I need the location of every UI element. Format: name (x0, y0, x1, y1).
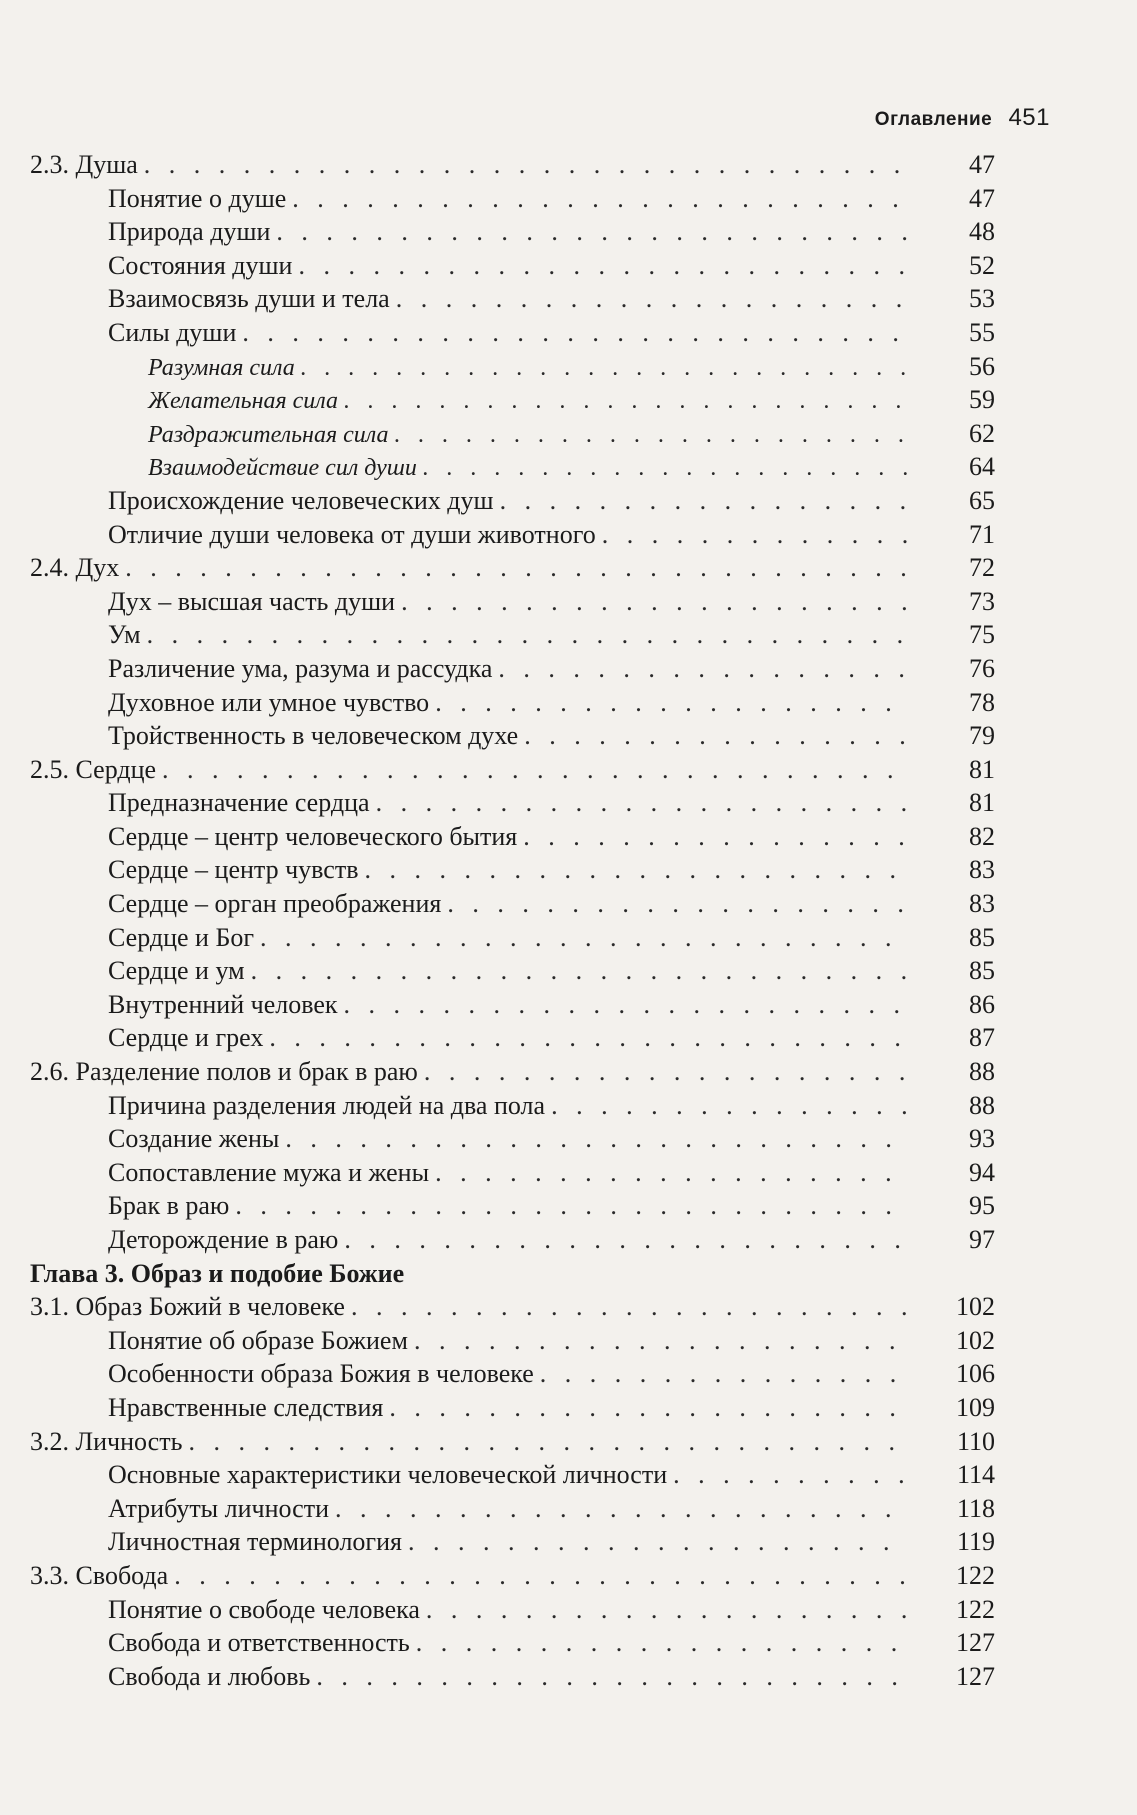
dot-leader (351, 1290, 907, 1324)
toc-entry-page: 102 (956, 1292, 995, 1322)
toc-entry-label: Сердце и ум (108, 956, 245, 986)
toc-entry (30, 1660, 995, 1694)
toc-entry-label: Глава 3. Образ и подобие Божие (30, 1258, 405, 1288)
toc-entry-label: Понятие о свободе человека (108, 1594, 420, 1624)
toc-entry-label: Состояния души (108, 250, 293, 280)
toc-entry-label: Особенности образа Божия в человеке (108, 1359, 534, 1389)
running-head-title: Оглавление (874, 109, 993, 130)
dot-leader (344, 988, 907, 1022)
toc-entry (30, 1223, 995, 1257)
toc-entry (30, 585, 995, 619)
dot-leader (424, 1055, 907, 1089)
dot-leader (251, 954, 907, 988)
toc-entry-label: 2.4. Дух (30, 553, 120, 583)
toc-entry (30, 1458, 995, 1492)
toc-entry (30, 887, 995, 921)
toc-entry-label: Внутренний человек (108, 989, 338, 1019)
toc-entry-page: 75 (969, 620, 995, 650)
toc-entry (30, 215, 995, 249)
dot-leader (316, 1660, 907, 1694)
toc-entry-label: Понятие об образе Божием (108, 1325, 408, 1355)
toc-entry (30, 1525, 995, 1559)
toc-entry-page: 83 (969, 889, 995, 919)
toc-entry-label: 3.3. Свобода (30, 1560, 169, 1590)
dot-leader (389, 1391, 907, 1425)
toc-entry-page: 65 (969, 485, 995, 515)
toc-entry (30, 820, 995, 854)
toc-entry-page: 122 (956, 1594, 995, 1624)
toc-entry (30, 1391, 995, 1425)
toc-entry-page: 93 (969, 1124, 995, 1154)
toc-entry (30, 719, 995, 753)
toc-entry (30, 1189, 995, 1223)
toc-entry-page: 78 (969, 687, 995, 717)
toc-entry (30, 1089, 995, 1123)
toc-entry-page: 85 (969, 922, 995, 952)
toc-entry (30, 1559, 995, 1593)
dot-leader (498, 652, 907, 686)
dot-leader (242, 316, 907, 350)
dot-leader (344, 1223, 907, 1257)
toc-entry-label: Желательная сила (148, 388, 339, 415)
toc-entry-label: Свобода и любовь (108, 1661, 311, 1691)
toc-entry (30, 753, 995, 787)
dot-leader (673, 1458, 907, 1492)
toc-entry (30, 618, 995, 652)
toc-entry (30, 1492, 995, 1526)
toc-entry-page: 88 (969, 1090, 995, 1120)
page-number: 451 (1008, 104, 1050, 131)
toc-entry (30, 350, 995, 384)
dot-leader (298, 249, 907, 283)
toc-entry-label: Силы души (108, 317, 237, 347)
toc-entry-page: 127 (956, 1661, 995, 1691)
toc-entry-page: 48 (969, 217, 995, 247)
toc-entry (30, 1156, 995, 1190)
toc-entry-page: 62 (969, 418, 995, 448)
toc-entry-label: Раздражительная сила (148, 421, 389, 448)
toc-entry-page: 122 (956, 1560, 995, 1590)
toc-entry-label: 3.1. Образ Божий в человеке (30, 1292, 345, 1322)
toc-entry-label: Сердце – орган преображения (108, 889, 442, 919)
toc-entry (30, 954, 995, 988)
toc-entry-label: Взаимосвязь души и тела (108, 284, 390, 314)
dot-leader (285, 1122, 907, 1156)
toc-entry-label: Разумная сила (148, 354, 295, 381)
dot-leader (551, 1089, 907, 1123)
toc-entry (30, 1055, 995, 1089)
dot-leader (435, 686, 907, 720)
toc-entry (30, 282, 995, 316)
toc-entry-page: 83 (969, 855, 995, 885)
toc-entry-label: Происхождение человеческих душ (108, 485, 494, 515)
toc-entry-page: 114 (956, 1460, 995, 1490)
toc-entry (30, 1357, 995, 1391)
dot-leader (147, 618, 907, 652)
toc-entry (30, 551, 995, 585)
toc-entry-label: 3.2. Личность (30, 1426, 183, 1456)
toc-entry-page: 95 (969, 1191, 995, 1221)
toc-entry-label: Нравственные следствия (108, 1392, 384, 1422)
toc-entry-label: 2.3. Душа (30, 150, 138, 179)
toc-entry (30, 316, 995, 350)
dot-leader (292, 182, 907, 216)
toc-entry-page: 97 (969, 1225, 995, 1254)
toc-entry-label: Личностная терминология (108, 1527, 402, 1557)
toc-entry (30, 450, 995, 484)
dot-leader (162, 753, 907, 787)
dot-leader (401, 585, 907, 619)
toc-entry-page: 47 (969, 183, 995, 213)
toc-entry (30, 652, 995, 686)
toc-entry-label: Создание жены (108, 1124, 280, 1154)
toc-entry-page: 85 (969, 956, 995, 986)
toc-chapter-heading (30, 1257, 995, 1291)
toc-entry-label: Природа души (108, 217, 271, 247)
toc-entry-page: 52 (969, 250, 995, 280)
dot-leader (188, 1425, 907, 1459)
dot-leader (423, 452, 907, 486)
toc-entry (30, 383, 995, 417)
dot-leader (602, 518, 907, 552)
toc-entry-label: Духовное или умное чувство (108, 687, 430, 717)
dot-leader (408, 1525, 907, 1559)
dot-leader (523, 820, 907, 854)
toc-entry-page: 86 (969, 989, 995, 1019)
toc-entry-page: 110 (956, 1426, 995, 1456)
toc-entry-label: Свобода и ответственность (108, 1628, 410, 1658)
toc-entry-page: 47 (969, 150, 995, 179)
toc-entry-label: Сердце и Бог (108, 922, 255, 952)
toc-entry-page: 56 (969, 351, 995, 381)
toc-entry (30, 1021, 995, 1055)
toc-entry (30, 1122, 995, 1156)
toc-entry-label: Сердце и грех (108, 1023, 264, 1053)
toc-entry (30, 518, 995, 552)
toc-entry (30, 921, 995, 955)
toc-entry-page: 118 (956, 1493, 995, 1523)
toc-entry (30, 853, 995, 887)
toc-entry-page: 76 (969, 653, 995, 683)
toc-entry (30, 484, 995, 518)
toc-entry-label: Тройственность в человеческом духе (108, 721, 519, 751)
toc-entry-page: 119 (956, 1527, 995, 1557)
toc-entry-page: 73 (969, 586, 995, 616)
toc-entry-label: Основные характеристики человеческой личности (108, 1460, 668, 1490)
dot-leader (260, 921, 907, 955)
dot-leader (301, 352, 907, 386)
dot-leader (500, 484, 907, 518)
dot-leader (376, 786, 907, 820)
toc-entry-label: Понятие о душе (108, 183, 287, 213)
toc-entry-page: 64 (969, 452, 995, 482)
toc-entry-page: 79 (969, 721, 995, 751)
dot-leader (435, 1156, 907, 1190)
dot-leader (335, 1492, 907, 1526)
toc-entry-page: 55 (969, 317, 995, 347)
toc-entry-label: Различение ума, разума и рассудка (108, 653, 493, 683)
toc-entry-label: Деторождение в раю (108, 1225, 339, 1254)
dot-leader (414, 1324, 907, 1358)
toc-entry-page: 88 (969, 1057, 995, 1087)
toc-entry (30, 417, 995, 451)
dot-leader (416, 1626, 907, 1660)
toc-entry-page: 109 (956, 1392, 995, 1422)
toc-entry-label: Взаимодействие сил души (148, 455, 417, 482)
toc-entry-label: Сопоставление мужа и жены (108, 1157, 430, 1187)
toc-entry-label: Дух – высшая часть души (108, 586, 396, 616)
dot-leader (395, 419, 907, 453)
dot-leader (524, 719, 907, 753)
toc-entry (30, 1324, 995, 1358)
toc-entry (30, 988, 995, 1022)
toc-entry-label: Отличие души человека от души животного (108, 519, 596, 549)
toc-entry-label: Атрибуты личности (108, 1493, 329, 1523)
toc-entry-label: Сердце – центр человеческого бытия (108, 821, 518, 851)
dot-leader (426, 1593, 907, 1627)
toc-entry (30, 786, 995, 820)
toc-entry-page: 102 (956, 1325, 995, 1355)
dot-leader (364, 853, 907, 887)
dot-leader (276, 215, 907, 249)
dot-leader (235, 1189, 907, 1223)
toc-entry-page: 106 (956, 1359, 995, 1389)
dot-leader (540, 1357, 907, 1391)
toc-entry-page: 81 (969, 754, 995, 784)
table-of-contents (30, 148, 995, 1693)
dot-leader (144, 148, 907, 182)
toc-entry (30, 249, 995, 283)
toc-entry (30, 686, 995, 720)
toc-entry-label: Ум (108, 620, 141, 650)
toc-entry-page: 127 (956, 1628, 995, 1658)
toc-entry (30, 182, 995, 216)
toc-entry-page: 59 (969, 385, 995, 415)
toc-entry (30, 1290, 995, 1324)
dot-leader (344, 385, 907, 419)
dot-leader (125, 551, 907, 585)
toc-entry-label: Причина разделения людей на два пола (108, 1090, 546, 1120)
toc-entry-label: Предназначение сердца (108, 788, 370, 818)
dot-leader (396, 282, 907, 316)
toc-entry (30, 1593, 995, 1627)
toc-entry-label: Сердце – центр чувств (108, 855, 359, 885)
toc-entry-page: 94 (969, 1157, 995, 1187)
toc-entry-page: 71 (969, 519, 995, 549)
running-head (0, 104, 1050, 132)
dot-leader (174, 1559, 907, 1593)
dot-leader (447, 887, 907, 921)
toc-entry-label: Брак в раю (108, 1191, 230, 1221)
toc-entry-page: 72 (969, 553, 995, 583)
toc-entry (30, 1626, 995, 1660)
toc-entry-page: 53 (969, 284, 995, 314)
toc-entry-label: 2.6. Разделение полов и брак в раю (30, 1057, 418, 1087)
toc-entry (30, 148, 995, 182)
toc-entry (30, 1425, 995, 1459)
dot-leader (269, 1021, 907, 1055)
toc-entry-page: 82 (969, 821, 995, 851)
toc-entry-page: 81 (969, 788, 995, 818)
toc-entry-label: 2.5. Сердце (30, 754, 157, 784)
toc-entry-page: 87 (969, 1023, 995, 1053)
